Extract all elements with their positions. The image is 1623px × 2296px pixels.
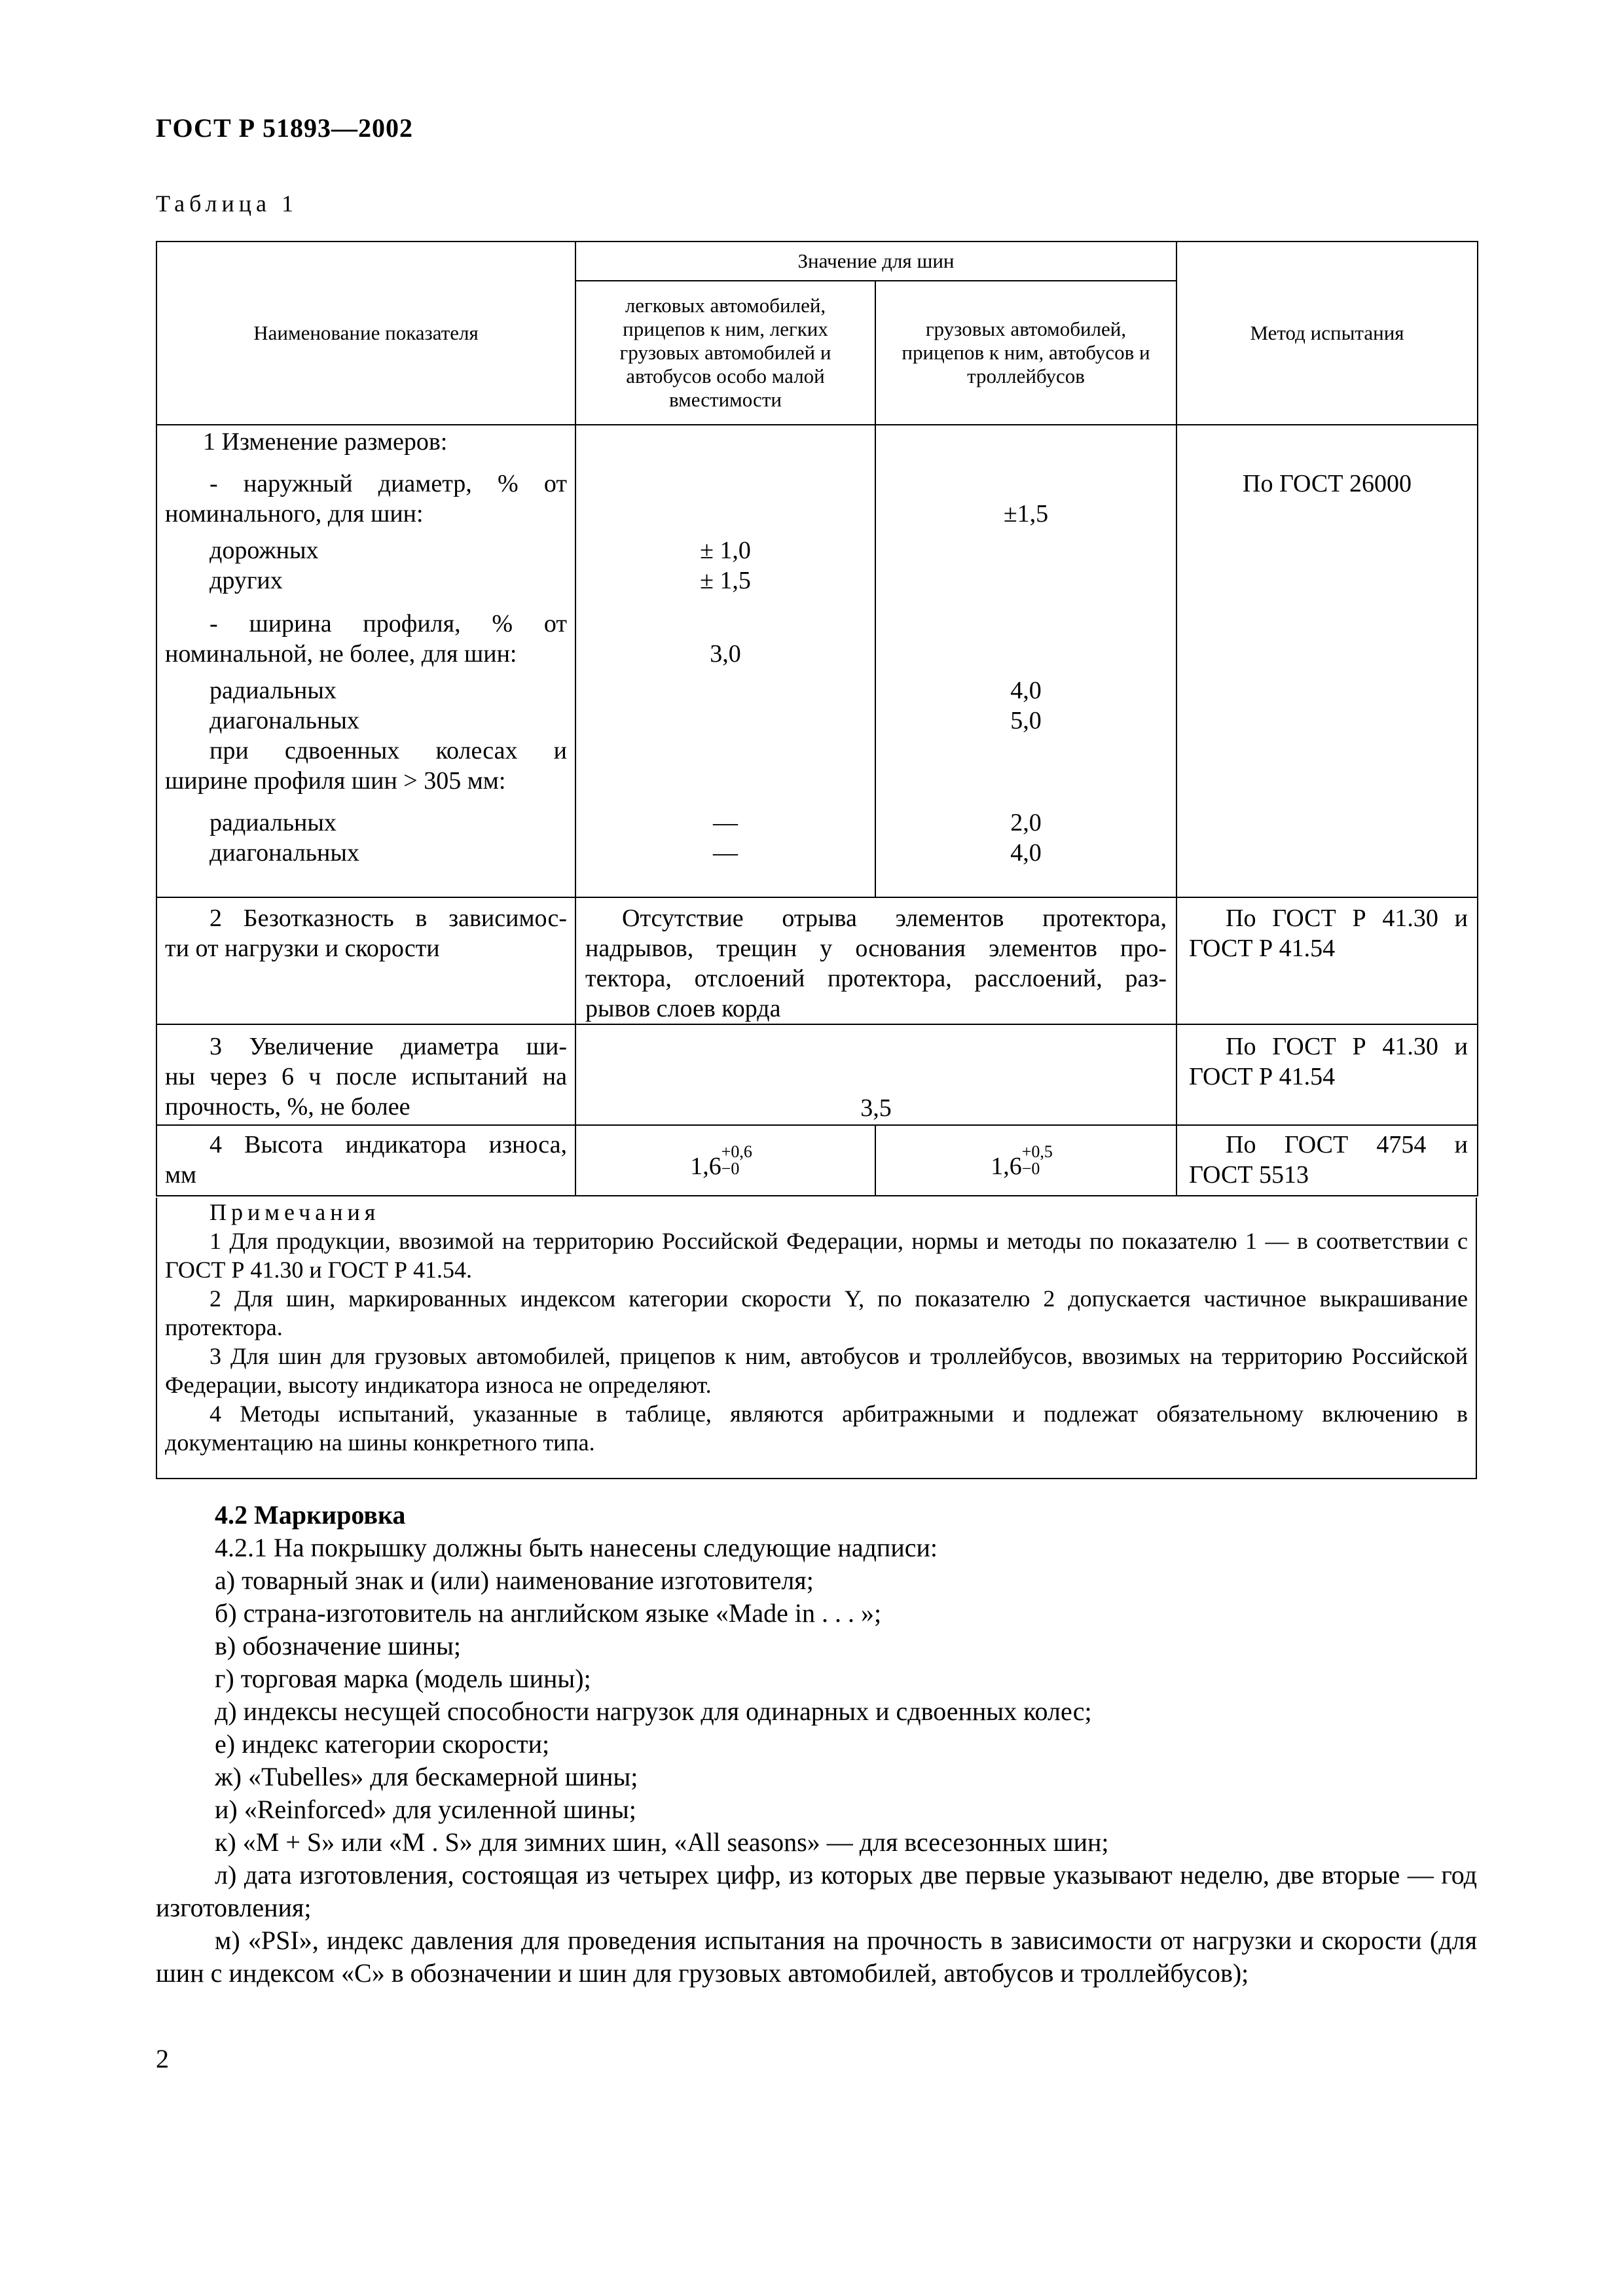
row1-diagonal-truck: 5,0	[1010, 707, 1042, 734]
row4-method-a: По ГОСТ 4754 и	[1226, 1131, 1468, 1158]
row4-truck-dn: −0	[1021, 1159, 1040, 1178]
row1-other-light: ± 1,5	[700, 567, 751, 594]
row4-light-cell	[575, 1125, 875, 1196]
row2-value-cell	[575, 897, 1176, 1024]
row4-method-b: ГОСТ 5513	[1189, 1161, 1309, 1189]
row4-name-a: 4 Высота индикатора износа,	[210, 1131, 567, 1158]
row4-truck-base: 1,6	[991, 1153, 1022, 1180]
marking-item-d: д) индексы несущей способности нагрузок для одинарных и сдвоенных колес;	[215, 1696, 1092, 1726]
row3-method-b: ГОСТ Р 41.54	[1189, 1063, 1336, 1090]
row2-value-d: рывов слоев корда	[585, 995, 781, 1022]
note-2: 2 Для шин, маркированных индексом категории скорости Y, по показателю 2 допускается частичное выкрашивание протектора.	[165, 1285, 1468, 1340]
marking-item-e: е) индекс категории скорости;	[215, 1729, 550, 1759]
row3-value: 3,5	[575, 1024, 1176, 1125]
row1-radial2-light: —	[713, 809, 738, 836]
row1-radial2: радиальных	[210, 809, 337, 836]
marking-item-m: м) «PSI», индекс давления для проведения испытания на прочность в зависимости от нагрузки и скорости (для шин с индексом «C» в обозначении и шин для грузовых автомобилей, автобусов и троллейбусов);	[156, 1926, 1477, 1988]
note-4: 4 Методы испытаний, указанные в таблице, являются арбитражными и подлежат обязательному включению в документацию на шины конкретного типа.	[165, 1401, 1468, 1456]
row4-truck-cell	[875, 1125, 1176, 1196]
row1-light-cell	[575, 425, 875, 897]
row4-light-base: 1,6	[690, 1153, 721, 1180]
header-method: Метод испытания	[1176, 242, 1478, 425]
row3-method-cell	[1176, 1024, 1478, 1125]
row4-name-b: мм	[165, 1161, 197, 1189]
row3-name-a: 3 Увеличение диаметра ши-	[210, 1033, 567, 1060]
row1-width-label-a: - ширина профиля, % от	[210, 610, 567, 637]
row1-radial2-truck: 2,0	[1010, 809, 1042, 836]
row1-method: По ГОСТ 26000	[1176, 425, 1478, 897]
row1-dual-a: при сдвоенных колесах и	[210, 737, 567, 764]
requirements-table	[156, 241, 1478, 1196]
note-1: 1 Для продукции, ввозимой на территорию Российской Федерации, нормы и методы по показателю 1 — в соответствии с ГОСТ Р 41.30 и ГОСТ Р 41.54.	[165, 1228, 1468, 1283]
header-name: Наименование показателя	[156, 242, 575, 425]
marking-item-i: и) «Reinforced» для усиленной шины;	[215, 1795, 636, 1824]
marking-item-v: в) обозначение шины;	[215, 1631, 461, 1660]
row1-dual-b: ширине профиля шин > 305 мм:	[165, 767, 506, 795]
row2-value-b: надрывов, трещин у основания элементов про-	[585, 935, 1167, 962]
row4-method-cell	[1176, 1125, 1478, 1196]
table-notes	[156, 1198, 1477, 1479]
row3-method-a: По ГОСТ Р 41.30 и	[1226, 1033, 1468, 1060]
row4-light-up: +0,6	[721, 1142, 752, 1161]
header-col-light: легковых автомобилей, прицепов к ним, легких грузовых автомобилей и автобусов особо малой вместимости	[575, 281, 875, 425]
row3-name-b: ны через 6 ч после испытаний на	[165, 1063, 567, 1090]
row1-title: 1 Изменение размеров:	[203, 428, 448, 456]
row1-outer-label-a: - наружный диаметр, % от	[210, 470, 567, 497]
row1-diagonal2: диагональных	[210, 839, 359, 867]
row2-method-cell	[1176, 897, 1478, 1024]
header-value-group: Значение для шин	[575, 242, 1176, 281]
row1-name-cell	[156, 425, 575, 897]
row1-other: других	[210, 567, 283, 594]
notes-title: Примечания	[210, 1199, 380, 1225]
row2-name-b: ти от нагрузки и скорости	[165, 935, 440, 962]
row4-truck-up: +0,5	[1021, 1142, 1053, 1161]
row1-outer-label-b: номинального, для шин:	[165, 500, 424, 528]
marking-item-b: б) страна-изготовитель на английском языке «Made in . . . »;	[215, 1598, 882, 1628]
row2-value-a: Отсутствие отрыва элементов протектора,	[622, 905, 1167, 932]
table-caption: Таблица 1	[156, 190, 298, 217]
row2-value-c: тектора, отслоений протектора, расслоений, раз-	[585, 965, 1167, 992]
row2-method-b: ГОСТ Р 41.54	[1189, 935, 1336, 962]
marking-item-g: г) торговая марка (модель шины);	[215, 1664, 591, 1693]
row1-road: дорожных	[210, 537, 319, 564]
row4-light-dn: −0	[721, 1159, 740, 1178]
row2-name-cell	[156, 897, 575, 1024]
header-col-truck: грузовых автомобилей, прицепов к ним, автобусов и троллейбусов	[875, 281, 1176, 425]
page-number: 2	[156, 2044, 169, 2073]
row4-name-cell	[156, 1125, 575, 1196]
row1-truck-cell	[875, 425, 1176, 897]
marking-item-a: а) товарный знак и (или) наименование изготовителя;	[215, 1566, 814, 1595]
section-marking	[156, 1499, 1477, 1990]
marking-item-zh: ж) «Tubelles» для бескамерной шины;	[215, 1762, 638, 1791]
marking-item-l: л) дата изготовления, состоящая из четырех цифр, из которых две первые указывают неделю, две вторые — год изготовления;	[156, 1860, 1477, 1922]
section-intro: 4.2.1 На покрышку должны быть нанесены следующие надписи:	[215, 1533, 938, 1562]
row3-name-c: прочность, %, не более	[165, 1093, 410, 1121]
marking-item-k: к) «M + S» или «M . S» для зимних шин, «All seasons» — для всесезонных шин;	[215, 1827, 1109, 1857]
row1-radial-truck: 4,0	[1010, 677, 1042, 704]
row1-outer-truck: ±1,5	[1003, 500, 1049, 528]
row1-width-light: 3,0	[710, 640, 741, 668]
document-header: ГОСТ Р 51893—2002	[156, 113, 414, 143]
row1-radial: радиальных	[210, 677, 337, 704]
section-heading: 4.2 Маркировка	[215, 1500, 406, 1530]
row1-width-label-b: номинальной, не более, для шин:	[165, 640, 517, 668]
row2-name-a: 2 Безотказность в зависимос-	[210, 905, 567, 932]
row1-road-light: ± 1,0	[700, 537, 751, 564]
row1-diagonal: диагональных	[210, 707, 359, 734]
row1-diagonal2-truck: 4,0	[1010, 839, 1042, 867]
row1-diagonal2-light: —	[713, 839, 738, 867]
note-3: 3 Для шин для грузовых автомобилей, прицепов к ним, автобусов и троллейбусов, ввозимых на территорию Российской Федерации, высоту индикатора износа не определяют.	[165, 1343, 1468, 1398]
row2-method-a: По ГОСТ Р 41.30 и	[1226, 905, 1468, 932]
row3-name-cell	[156, 1024, 575, 1125]
